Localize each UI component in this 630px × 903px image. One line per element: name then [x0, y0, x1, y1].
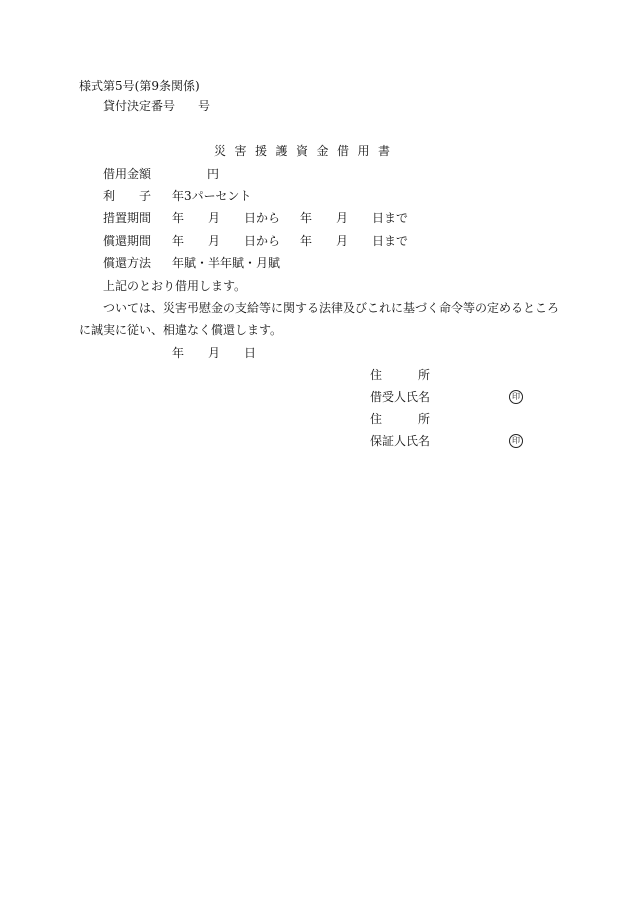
deferral-period-to: 年 月 日まで	[300, 211, 409, 225]
borrower-address-label: 住 所	[370, 368, 431, 382]
statement-line-1: 上記のとおり借用します。	[103, 279, 247, 293]
loan-decision-number-suffix: 号	[198, 99, 211, 113]
borrower-name-label: 借受人氏名	[370, 390, 431, 404]
loan-decision-number-label: 貸付決定番号	[103, 99, 176, 113]
borrower-seal-icon: 印	[509, 390, 523, 404]
deferral-period-from: 年 月 日から	[172, 211, 281, 225]
loan-amount-unit: 円	[207, 167, 220, 181]
statement-line-2: ついては、災害弔慰金の支給等に関する法律及びこれに基づく命令等の定めるところ	[103, 301, 560, 315]
statement-line-3: に誠実に従い、相違なく償還します。	[79, 323, 283, 337]
form-number: 様式第5号(第9条関係)	[79, 79, 200, 93]
repayment-method-label: 償還方法	[103, 256, 152, 270]
repayment-period-to: 年 月 日まで	[300, 234, 409, 248]
document-title: 災害援護資金借用書	[214, 144, 399, 158]
guarantor-name-label: 保証人氏名	[370, 434, 431, 448]
interest-value: 年3パーセント	[172, 189, 252, 203]
interest-label: 利 子	[103, 189, 152, 203]
date-line: 年 月 日	[172, 346, 257, 360]
guarantor-seal-icon: 印	[509, 434, 523, 448]
guarantor-address-label: 住 所	[370, 412, 431, 426]
repayment-method-value: 年賦・半年賦・月賦	[172, 256, 281, 270]
loan-amount-label: 借用金額	[103, 167, 152, 181]
repayment-period-label: 償還期間	[103, 234, 152, 248]
repayment-period-from: 年 月 日から	[172, 234, 281, 248]
deferral-period-label: 措置期間	[103, 211, 152, 225]
